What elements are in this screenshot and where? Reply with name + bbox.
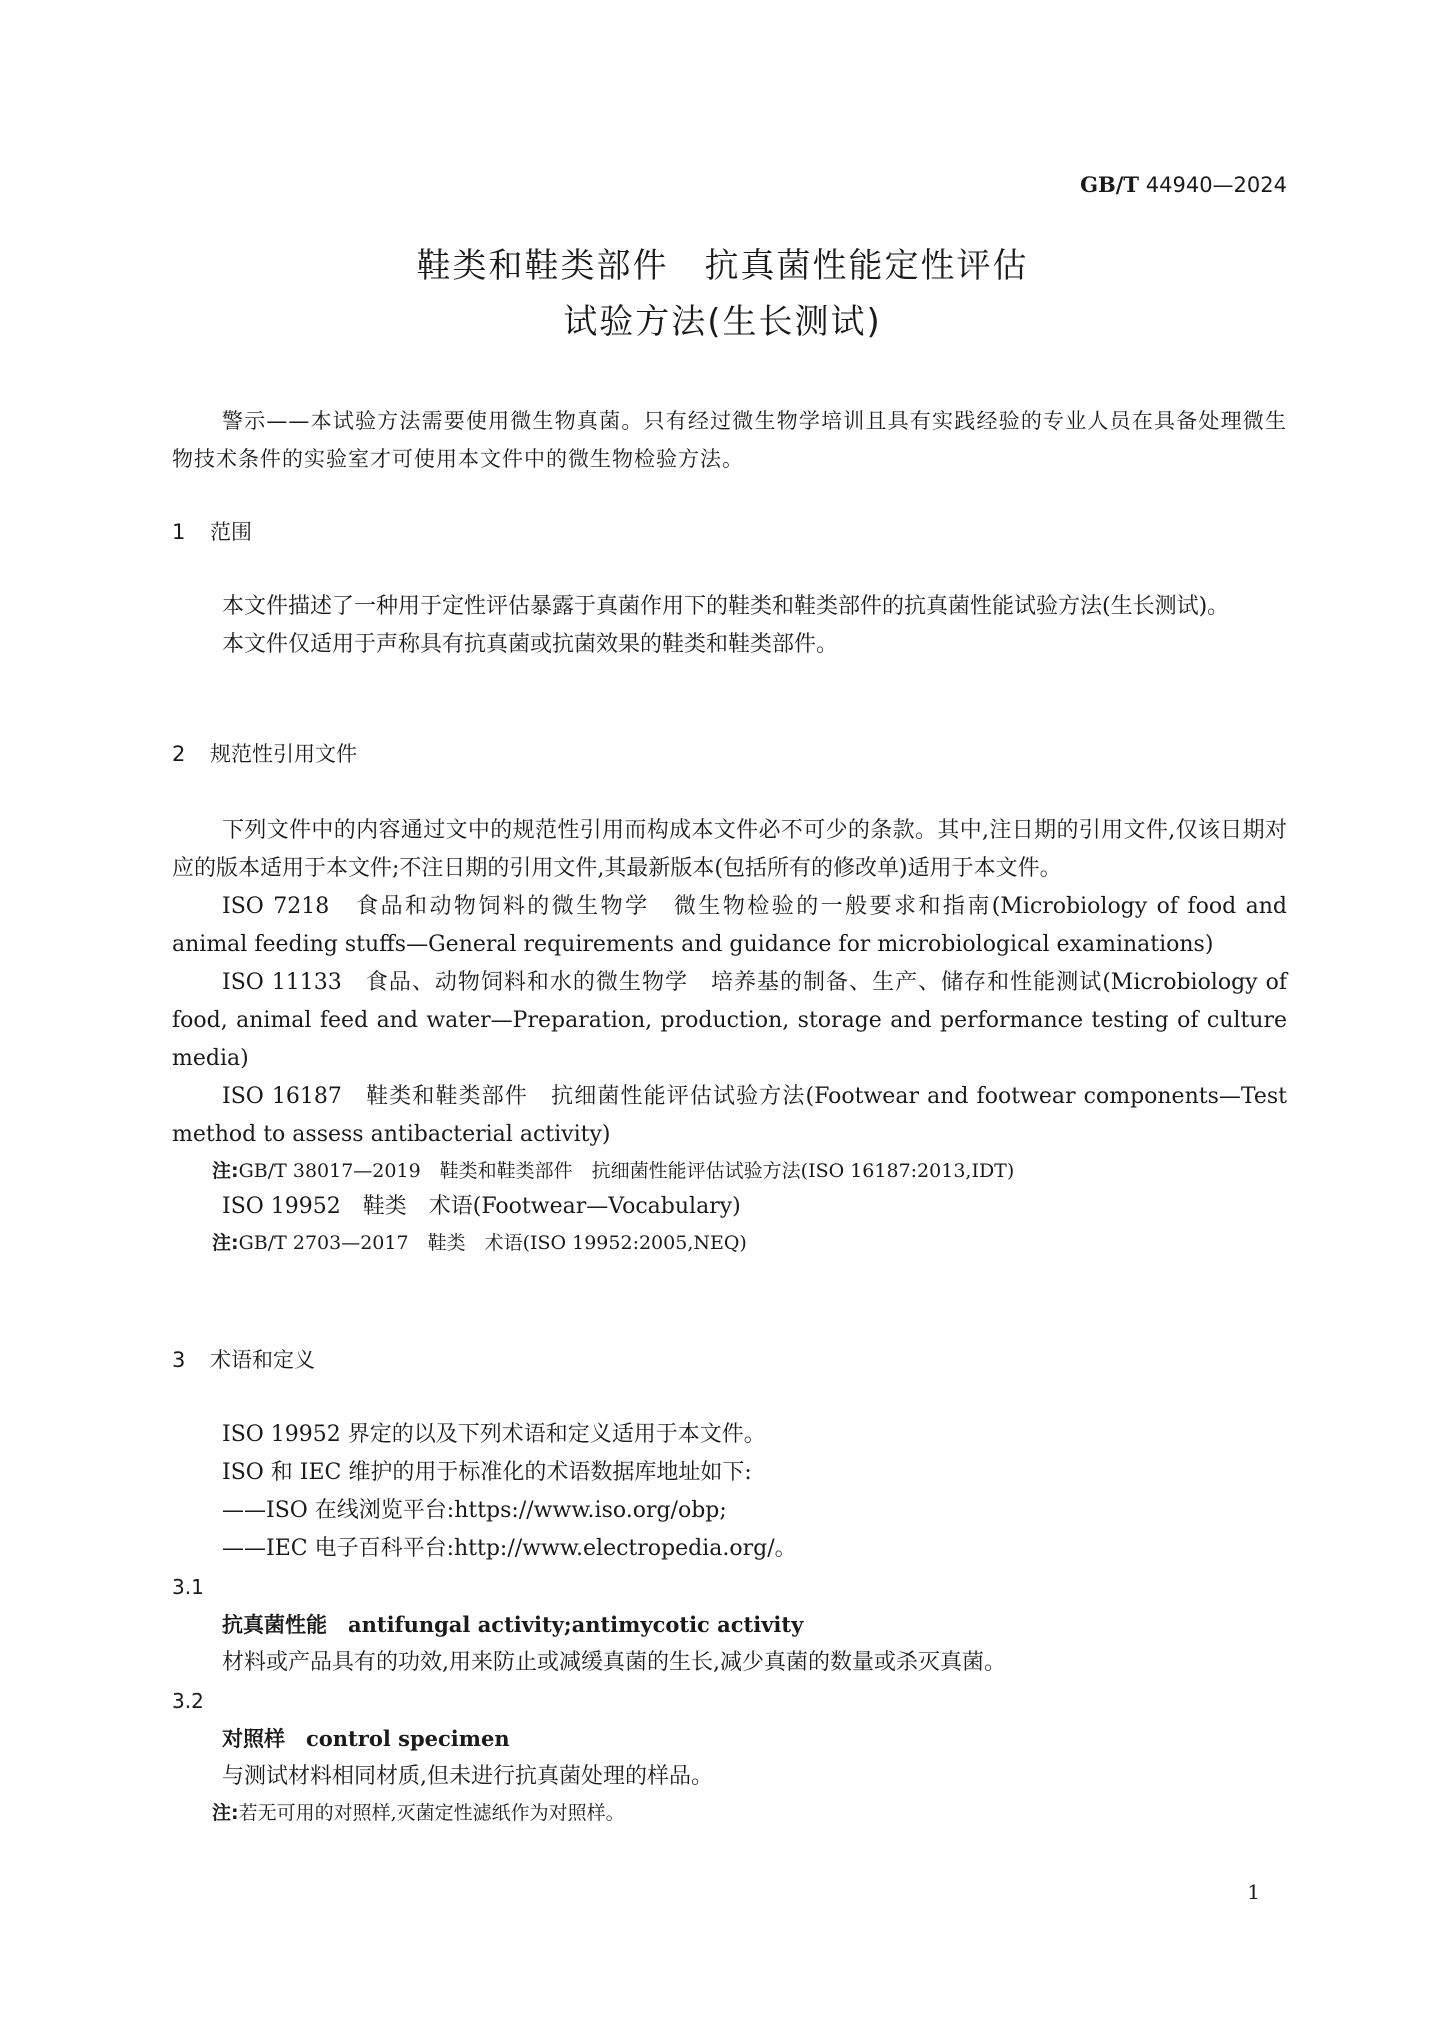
note-text: 若无可用的对照样,灭菌定性滤纸作为对照样。 <box>238 1802 625 1824</box>
warning-text: 警示——本试验方法需要使用微生物真菌。只有经过微生物学培训且具有实践经验的专业人员在具备处理微生物技术条件的实验室才可使用本文件中的微生物检验方法。 <box>172 409 1287 471</box>
code-prefix: GB/T <box>1080 172 1140 197</box>
reference-note-1 <box>172 1154 1287 1188</box>
note-text: GB/T 38017—2019 鞋类和鞋类部件 抗细菌性能评估试验方法(ISO 16187:2013,IDT) <box>238 1160 1015 1182</box>
term-3-2-definition: 与测试材料相同材质,但未进行抗真菌处理的样品。 <box>222 1764 713 1789</box>
term-3-2-en: control specimen <box>306 1726 510 1751</box>
page-number: 1 <box>1247 1880 1260 1904</box>
section-1-title: 范围 <box>210 520 252 544</box>
section-2-number: 2 <box>172 742 186 766</box>
code-number: 44940—2024 <box>1145 173 1287 197</box>
iec-electropedia-link: ——IEC 电子百科平台:http://www.electropedia.org/。 <box>222 1536 797 1561</box>
term-3-2-heading <box>172 1720 1287 1758</box>
reference-iso-11133: ISO 11133 食品、动物饲料和水的微生物学 培养基的制备、生产、储存和性能测试(Microbiology of food, animal feed and water—Preparation, production, storage and performance testing of culture media) <box>172 970 1287 1071</box>
note-text: GB/T 2703—2017 鞋类 术语(ISO 19952:2005,NEQ) <box>238 1232 747 1254</box>
iso-obp-link: ——ISO 在线浏览平台:https://www.iso.org/obp; <box>222 1498 727 1523</box>
title-line-2: 试验方法(生长测试) <box>563 302 882 342</box>
term-3-1-heading <box>172 1606 1287 1644</box>
reference-iso-19952: ISO 19952 鞋类 术语(Footwear—Vocabulary) <box>222 1194 741 1219</box>
term-3-1-number: 3.1 <box>172 1575 204 1599</box>
section-2-body <box>172 812 1287 1260</box>
note-label: 注: <box>212 1160 239 1182</box>
section-1-body <box>172 588 1287 664</box>
note-label: 注: <box>212 1802 239 1824</box>
term-3-2-zh: 对照样 <box>222 1727 285 1751</box>
term-3-1-en: antifungal activity;antimycotic activity <box>348 1612 804 1637</box>
term-3-2-number: 3.2 <box>172 1689 204 1713</box>
section-3-body <box>172 1416 1287 1830</box>
section-3-heading <box>172 1344 1287 1374</box>
scope-paragraph-2: 本文件仅适用于声称具有抗真菌或抗菌效果的鞋类和鞋类部件。 <box>222 632 839 657</box>
term-3-1-zh: 抗真菌性能 <box>222 1613 327 1637</box>
term-3-1-definition: 材料或产品具有的功效,用来防止或减缓真菌的生长,减少真菌的数量或杀灭真菌。 <box>222 1650 1006 1675</box>
terms-database-intro: ISO 和 IEC 维护的用于标准化的术语数据库地址如下: <box>222 1460 752 1485</box>
scope-paragraph-1: 本文件描述了一种用于定性评估暴露于真菌作用下的鞋类和鞋类部件的抗真菌性能试验方法(生长测试)。 <box>222 594 1230 619</box>
section-1-number: 1 <box>172 520 186 544</box>
section-3-number: 3 <box>172 1348 186 1372</box>
term-note <box>172 1796 1287 1830</box>
section-2-title: 规范性引用文件 <box>210 742 357 766</box>
references-intro: 下列文件中的内容通过文中的规范性引用而构成本文件必不可少的条款。其中,注日期的引用文件,仅该日期对应的版本适用于本文件;不注日期的引用文件,其最新版本(包括所有的修改单)适用于本文件。 <box>172 818 1287 881</box>
section-3 <box>172 1344 1287 1374</box>
section-1 <box>172 516 1287 546</box>
warning-block <box>172 402 1287 478</box>
terms-intro: ISO 19952 界定的以及下列术语和定义适用于本文件。 <box>222 1422 766 1447</box>
title-line-1: 鞋类和鞋类部件 抗真菌性能定性评估 <box>416 246 1029 286</box>
reference-note-2 <box>172 1226 1287 1260</box>
section-2-heading <box>172 738 1287 768</box>
section-2 <box>172 738 1287 768</box>
section-3-title: 术语和定义 <box>210 1348 315 1372</box>
reference-iso-16187: ISO 16187 鞋类和鞋类部件 抗细菌性能评估试验方法(Footwear and footwear components—Test method to assess antibacterial activity) <box>172 1084 1287 1147</box>
note-label: 注: <box>212 1232 239 1254</box>
section-1-heading <box>172 516 1287 546</box>
standard-code <box>1080 172 1287 197</box>
reference-iso-7218: ISO 7218 食品和动物饲料的微生物学 微生物检验的一般要求和指南(Microbiology of food and animal feeding stuffs—General requirements and guidance for microbiological examinations) <box>172 894 1287 957</box>
